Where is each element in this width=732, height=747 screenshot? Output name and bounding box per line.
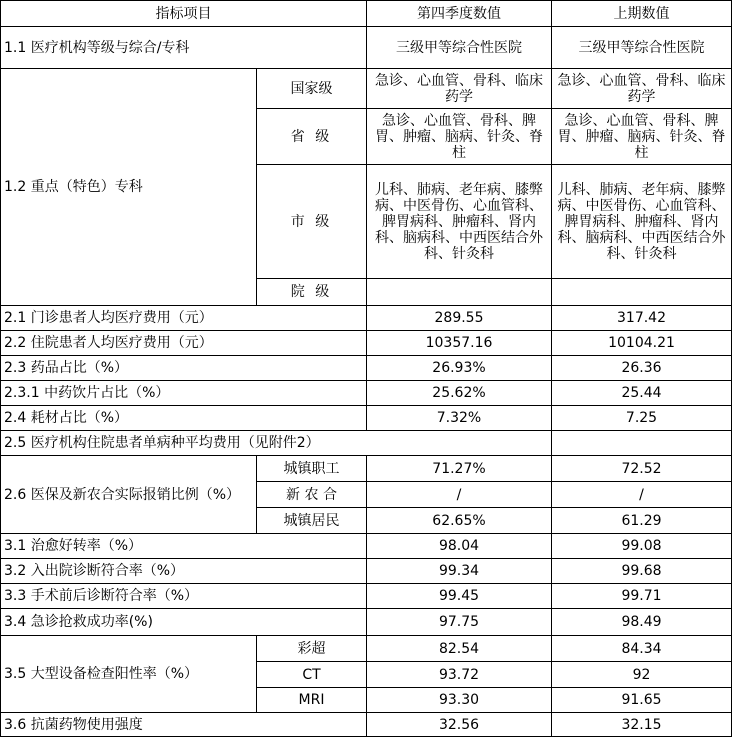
prev-value: 儿科、肺病、老年病、膝弊病、中医骨伤、心血管科、脾胃病科、肿瘤科、肾内科、脑病科、中西医结合外科、针灸科 — [552, 165, 732, 279]
prev-value — [552, 431, 732, 456]
table-row — [1, 331, 732, 356]
q4-value: / — [367, 482, 552, 508]
table-row — [1, 456, 732, 482]
q4-value: 32.56 — [367, 713, 552, 737]
header-q4: 第四季度数值 — [367, 1, 552, 27]
q4-value: 71.27% — [367, 456, 552, 482]
sub-label: 市 级 — [257, 165, 367, 279]
prev-value: 72.52 — [552, 456, 732, 482]
q4-value: 289.55 — [367, 306, 552, 331]
prev-value: 26.36 — [552, 356, 732, 381]
row-label: 2.1 门诊患者人均医疗费用（元） — [1, 306, 367, 331]
q4-value: 26.93% — [367, 356, 552, 381]
q4-value: 急诊、心血管、骨科、脾胃、肿瘤、脑病、针灸、脊柱 — [367, 109, 552, 165]
row-label: 2.4 耗材占比（%） — [1, 406, 367, 431]
table-row — [1, 713, 732, 737]
row-label: 3.1 治愈好转率（%） — [1, 534, 367, 559]
header-prev: 上期数值 — [552, 1, 732, 27]
row-label: 2.2 住院患者人均医疗费用（元） — [1, 331, 367, 356]
sub-label: 城镇职工 — [257, 456, 367, 482]
prev-value: 61.29 — [552, 508, 732, 534]
sub-label: 省 级 — [257, 109, 367, 165]
q4-value: 62.65% — [367, 508, 552, 534]
table-row — [1, 609, 732, 636]
sub-label: 新 农 合 — [257, 482, 367, 508]
q4-value — [367, 279, 552, 306]
sub-label: 院 级 — [257, 279, 367, 306]
table-row — [1, 356, 732, 381]
prev-value: 91.65 — [552, 688, 732, 713]
table-row — [1, 584, 732, 609]
row-label: 3.2 入出院诊断符合率（%） — [1, 559, 367, 584]
prev-value: 7.25 — [552, 406, 732, 431]
prev-value: 32.15 — [552, 713, 732, 737]
table-row — [1, 381, 732, 406]
row-label: 3.6 抗菌药物使用强度 — [1, 713, 367, 737]
q4-value: 93.30 — [367, 688, 552, 713]
q4-value: 三级甲等综合性医院 — [367, 27, 552, 69]
row-label: 2.3 药品占比（%） — [1, 356, 367, 381]
q4-value: 97.75 — [367, 609, 552, 636]
row-label: 2.3.1 中药饮片占比（%） — [1, 381, 367, 406]
prev-value: 三级甲等综合性医院 — [552, 27, 732, 69]
row-label: 1.1 医疗机构等级与综合/专科 — [1, 27, 367, 69]
q4-value: 99.34 — [367, 559, 552, 584]
table-row — [1, 306, 732, 331]
header-row — [1, 1, 732, 27]
sub-label: 城镇居民 — [257, 508, 367, 534]
prev-value: 317.42 — [552, 306, 732, 331]
row-label: 3.5 大型设备检查阳性率（%） — [1, 636, 257, 713]
q4-value: 98.04 — [367, 534, 552, 559]
row-label: 1.2 重点（特色）专科 — [1, 69, 257, 306]
table-row — [1, 559, 732, 584]
sub-label: CT — [257, 662, 367, 688]
prev-value: 99.71 — [552, 584, 732, 609]
sub-label: 国家级 — [257, 69, 367, 109]
table-row — [1, 27, 732, 69]
q4-value: 10357.16 — [367, 331, 552, 356]
table-row — [1, 406, 732, 431]
q4-value: 82.54 — [367, 636, 552, 662]
table-row — [1, 431, 732, 456]
prev-value: 84.34 — [552, 636, 732, 662]
row-label: 3.3 手术前后诊断符合率（%） — [1, 584, 367, 609]
q4-value: 7.32% — [367, 406, 552, 431]
row-label: 2.5 医疗机构住院患者单病种平均费用（见附件2） — [1, 431, 552, 456]
sub-label: 彩超 — [257, 636, 367, 662]
prev-value: 99.08 — [552, 534, 732, 559]
prev-value: 99.68 — [552, 559, 732, 584]
row-label: 3.4 急诊抢救成功率(%) — [1, 609, 367, 636]
q4-value: 93.72 — [367, 662, 552, 688]
row-label: 2.6 医保及新农合实际报销比例（%） — [1, 456, 257, 534]
q4-value: 25.62% — [367, 381, 552, 406]
prev-value: 急诊、心血管、骨科、临床药学 — [552, 69, 732, 109]
prev-value — [552, 279, 732, 306]
table-row — [1, 636, 732, 662]
prev-value: 25.44 — [552, 381, 732, 406]
table-row — [1, 69, 732, 109]
prev-value: 98.49 — [552, 609, 732, 636]
prev-value: 急诊、心血管、骨科、脾胃、肿瘤、脑病、针灸、脊柱 — [552, 109, 732, 165]
sub-label: MRI — [257, 688, 367, 713]
prev-value: / — [552, 482, 732, 508]
q4-value: 急诊、心血管、骨科、临床药学 — [367, 69, 552, 109]
table-row — [1, 534, 732, 559]
q4-value: 99.45 — [367, 584, 552, 609]
prev-value: 10104.21 — [552, 331, 732, 356]
q4-value: 儿科、肺病、老年病、膝弊病、中医骨伤、心血管科、脾胃病科、肿瘤科、肾内科、脑病科、中西医结合外科、针灸科 — [367, 165, 552, 279]
prev-value: 92 — [552, 662, 732, 688]
header-item: 指标项目 — [1, 1, 367, 27]
